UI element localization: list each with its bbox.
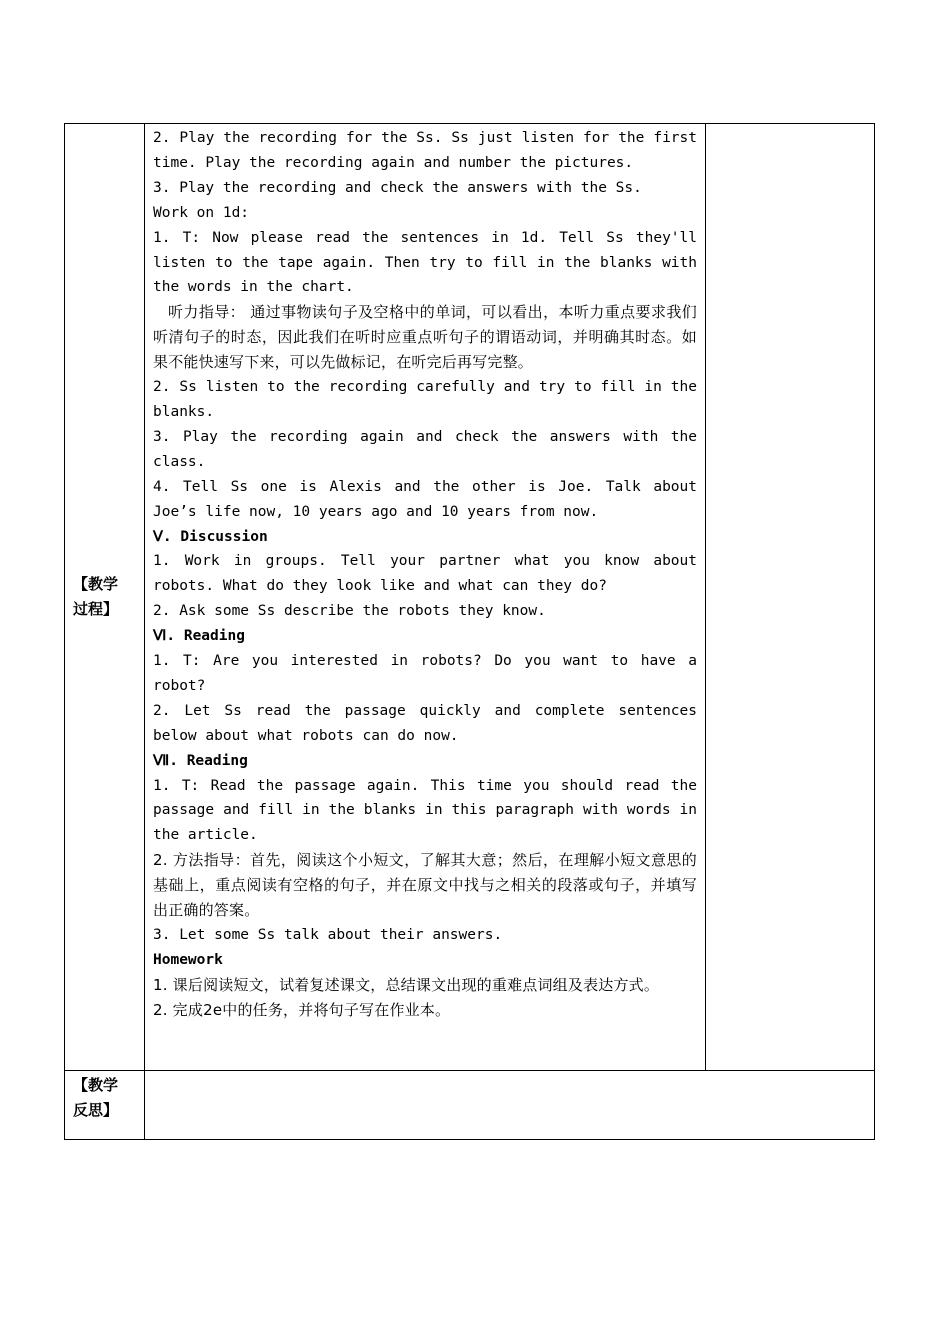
reading-step-2: 2. Let Ss read the passage quickly and complete sentences below about what robots can do now. — [153, 702, 697, 744]
discussion-step-1: 1. Work in groups. Tell your partner what you know about robots. What do they look like and what can they do? — [153, 553, 697, 595]
work-on-1d-heading: Work on 1d: — [153, 204, 250, 221]
teaching-process-content-cell — [145, 124, 706, 1071]
homework-step-1: 1. 课后阅读短文，试着复述课文，总结课文出现的重难点词组及表达方式。 — [153, 975, 660, 994]
step-play-again: 3. Play the recording again and check the answers with the class. — [153, 428, 697, 470]
teaching-process-content — [145, 124, 705, 1023]
lesson-plan-table — [64, 123, 875, 1140]
teaching-reflection-content-cell — [145, 1071, 875, 1140]
reading-step-1: 1. T: Are you interested in robots? Do you want to have a robot? — [153, 653, 697, 694]
teaching-reflection-label: 【教学 反思】 — [73, 1076, 119, 1119]
reading-heading-2: Ⅶ. Reading — [153, 752, 248, 769]
teaching-reflection-label-cell — [65, 1071, 145, 1140]
teaching-process-label-cell — [65, 124, 145, 1071]
reading2-step-1: 1. T: Read the passage again. This time you should read the passage and fill in the blanks in this paragraph with words in the article. — [153, 777, 697, 844]
step-listen-fill-blanks: 2. Ss listen to the recording carefully and try to fill in the blanks. — [153, 379, 697, 420]
step-talk-about-joe: 4. Tell Ss one is Alexis and the other is Joe. Talk about Joe’s life now, 10 years ago and 10 years from now. — [153, 478, 697, 520]
step-check-answers: 3. Play the recording and check the answers with the Ss. — [153, 179, 642, 196]
homework-step-2: 2. 完成2e中的任务，并将句子写在作业本。 — [153, 1000, 451, 1019]
teaching-process-row — [65, 124, 875, 1071]
homework-heading: Homework — [153, 951, 223, 968]
notes-cell — [706, 124, 875, 1071]
teaching-process-label: 【教学 过程】 — [73, 575, 119, 618]
step-read-sentences: 1. T: Now please read the sentences in 1d. Tell Ss they'll listen to the tape again. Then try to fill in the blanks with the words in the chart. — [153, 229, 697, 296]
teaching-reflection-row — [65, 1071, 875, 1140]
discussion-heading: Ⅴ. Discussion — [153, 528, 268, 545]
discussion-step-2: 2. Ask some Ss describe the robots they know. — [153, 603, 546, 620]
reading-heading-1: Ⅵ. Reading — [153, 628, 245, 645]
step-play-recording: 2. Play the recording for the Ss. Ss just listen for the first time. Play the recording again and number the pictures. — [153, 130, 697, 171]
reading2-method-guide: 2. 方法指导：首先，阅读这个小短文，了解其大意；然后，在理解小短文意思的基础上，重点阅读有空格的句子，并在原文中找与之相关的段落或句子，并填写出正确的答案。 — [153, 851, 697, 920]
listening-guide: 听力指导： 通过事物读句子及空格中的单词，可以看出，本听力重点要求我们听清句子的时态，因此我们在听时应重点听句子的谓语动词，并明确其时态。如果不能快速写下来，可以先做标记，在听完后再写完整。 — [153, 303, 697, 372]
reading2-step-3: 3. Let some Ss talk about their answers. — [153, 927, 503, 943]
